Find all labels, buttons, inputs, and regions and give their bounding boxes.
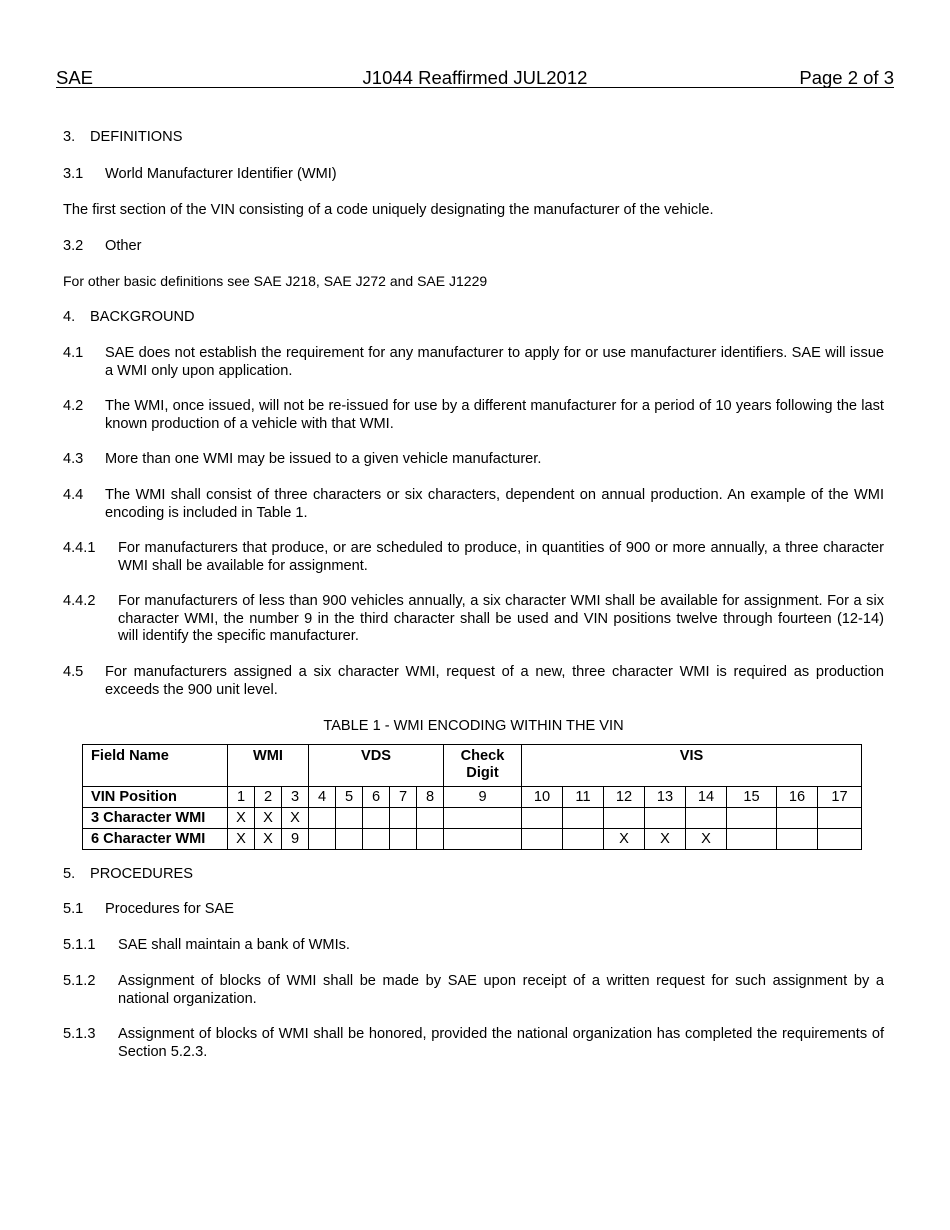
table-cell	[686, 808, 727, 829]
header-wmi: WMI	[228, 745, 309, 787]
section-title: PROCEDURES	[90, 866, 193, 882]
paragraph-other-definitions	[63, 273, 884, 291]
table-cell: 2	[255, 787, 282, 808]
table-cell: 11	[563, 787, 604, 808]
header-vds: VDS	[309, 745, 444, 787]
table-cell: 5	[336, 787, 363, 808]
table-cell: 9	[444, 787, 522, 808]
header-vis: VIS	[522, 745, 862, 787]
clause-4-4-1	[63, 540, 884, 576]
paragraph-wmi-definition	[63, 202, 884, 220]
page-header	[56, 67, 894, 88]
clause-text: SAE shall maintain a bank of WMIs.	[118, 937, 350, 953]
table-cell	[818, 808, 862, 829]
table-cell: 13	[645, 787, 686, 808]
table-cell	[309, 829, 336, 850]
table-cell	[390, 808, 417, 829]
clause-4-5	[63, 664, 884, 700]
clause-text: Assignment of blocks of WMI shall be made by SAE upon receipt of a written request for such assignment by a national organization.	[118, 973, 884, 1007]
clause-number: 5.1.1	[63, 937, 96, 953]
clause-4-4	[63, 487, 884, 523]
table-cell	[563, 808, 604, 829]
table-cell	[727, 829, 777, 850]
wmi-encoding-table	[82, 744, 862, 850]
section-number: 3.2	[63, 238, 84, 254]
table-cell: 16	[777, 787, 818, 808]
table-cell: 6	[363, 787, 390, 808]
clause-text: For manufacturers assigned a six character WMI, request of a new, three character WMI is required as production exceeds the 900 unit level.	[105, 664, 884, 698]
clause-number: 4.4.1	[63, 540, 96, 556]
section-title: Procedures for SAE	[105, 901, 234, 917]
header-check-digit: Check Digit	[444, 745, 522, 787]
table-cell	[777, 808, 818, 829]
clause-5-1-1	[63, 937, 884, 955]
table-cell	[417, 829, 444, 850]
table-cell: 10	[522, 787, 563, 808]
header-document-id: J1044 Reaffirmed JUL2012	[362, 67, 588, 88]
table-cell	[417, 808, 444, 829]
section-heading-background	[63, 309, 884, 327]
section-title: DEFINITIONS	[90, 129, 183, 145]
clause-number: 4.4	[63, 487, 84, 503]
table-cell: 8	[417, 787, 444, 808]
section-heading-definitions	[63, 129, 884, 147]
table-cell	[363, 808, 390, 829]
table-cell	[522, 829, 563, 850]
table-cell: X	[255, 808, 282, 829]
header-organization: SAE	[56, 67, 94, 88]
table-cell	[390, 829, 417, 850]
table-row	[83, 808, 862, 829]
table-cell	[604, 808, 645, 829]
table-cell: 4	[309, 787, 336, 808]
section-title: Other	[105, 238, 142, 254]
table-cell	[444, 829, 522, 850]
section-heading-procedures	[63, 866, 884, 884]
table-cell: X	[282, 808, 309, 829]
table-cell: 17	[818, 787, 862, 808]
clause-number: 4.1	[63, 345, 84, 361]
section-number: 3.1	[63, 166, 84, 182]
row-label: 3 Character WMI	[83, 808, 228, 829]
table-cell	[563, 829, 604, 850]
table-cell	[444, 808, 522, 829]
table-cell	[336, 829, 363, 850]
table-cell: X	[686, 829, 727, 850]
table-cell	[727, 808, 777, 829]
table-cell	[336, 808, 363, 829]
subsection-heading-wmi	[63, 166, 884, 184]
clause-4-2	[63, 398, 884, 434]
clause-number: 4.5	[63, 664, 84, 680]
paragraph-text: For other basic definitions see SAE J218, SAE J272 and SAE J1229	[63, 273, 488, 289]
section-number: 5.1	[63, 901, 84, 917]
clause-5-1-2	[63, 973, 884, 1009]
clause-number: 4.4.2	[63, 593, 96, 609]
table-header-row	[83, 745, 862, 787]
table-cell: 1	[228, 787, 255, 808]
clause-number: 5.1.2	[63, 973, 96, 989]
table-cell	[818, 829, 862, 850]
clause-text: For manufacturers that produce, or are scheduled to produce, in quantities of 900 or more annually, a three character WMI shall be available for assignment.	[118, 540, 884, 574]
clause-number: 4.3	[63, 451, 84, 467]
table-cell: 15	[727, 787, 777, 808]
clause-4-1	[63, 345, 884, 381]
header-page-number: Page 2 of 3	[799, 67, 894, 88]
section-number: 5.	[63, 866, 76, 882]
table-cell: X	[255, 829, 282, 850]
clause-number: 5.1.3	[63, 1026, 96, 1042]
table-cell: 3	[282, 787, 309, 808]
subsection-heading-procedures-sae	[63, 901, 884, 919]
clause-text: SAE does not establish the requirement for any manufacturer to apply for or use manufacturer identifiers. SAE will issue a WMI only upon application.	[105, 345, 884, 379]
section-title: World Manufacturer Identifier (WMI)	[105, 166, 337, 182]
table-cell: X	[228, 808, 255, 829]
section-title: BACKGROUND	[90, 309, 195, 325]
clause-text: For manufacturers of less than 900 vehicles annually, a six character WMI shall be available for assignment. For a six character WMI, the number 9 in the third character shall be used and VIN positions twelve through fourteen (12-14) will identify the specific manufacturer.	[118, 593, 884, 644]
section-number: 4.	[63, 309, 76, 325]
clause-4-3	[63, 451, 884, 469]
header-field-name: Field Name	[83, 745, 228, 787]
clause-text: Assignment of blocks of WMI shall be honored, provided the national organization has completed the requirements of Section 5.2.3.	[118, 1026, 884, 1060]
table-cell: X	[228, 829, 255, 850]
section-number: 3.	[63, 129, 76, 145]
clause-text: The WMI, once issued, will not be re-issued for use by a different manufacturer for a period of 10 years following the last known production of a vehicle with that WMI.	[105, 398, 884, 432]
table-cell: 14	[686, 787, 727, 808]
clause-text: The WMI shall consist of three characters or six characters, dependent on annual production. An example of the WMI encoding is included in Table 1.	[105, 487, 884, 521]
table-row	[83, 829, 862, 850]
row-label: VIN Position	[83, 787, 228, 808]
row-label: 6 Character WMI	[83, 829, 228, 850]
table-cell	[645, 808, 686, 829]
clause-text: More than one WMI may be issued to a given vehicle manufacturer.	[105, 451, 542, 467]
paragraph-text: The first section of the VIN consisting of a code uniquely designating the manufacturer of the vehicle.	[63, 202, 714, 218]
table-cell: X	[645, 829, 686, 850]
clause-5-1-3	[63, 1026, 884, 1062]
table-cell	[363, 829, 390, 850]
table-cell	[777, 829, 818, 850]
table-cell: 7	[390, 787, 417, 808]
table-cell	[522, 808, 563, 829]
table-cell: 12	[604, 787, 645, 808]
table-cell: X	[604, 829, 645, 850]
clause-number: 4.2	[63, 398, 84, 414]
clause-4-4-2	[63, 593, 884, 647]
table-cell: 9	[282, 829, 309, 850]
subsection-heading-other	[63, 238, 884, 256]
table-caption: TABLE 1 - WMI ENCODING WITHIN THE VIN	[323, 718, 624, 734]
table-row	[83, 787, 862, 808]
table-cell	[309, 808, 336, 829]
